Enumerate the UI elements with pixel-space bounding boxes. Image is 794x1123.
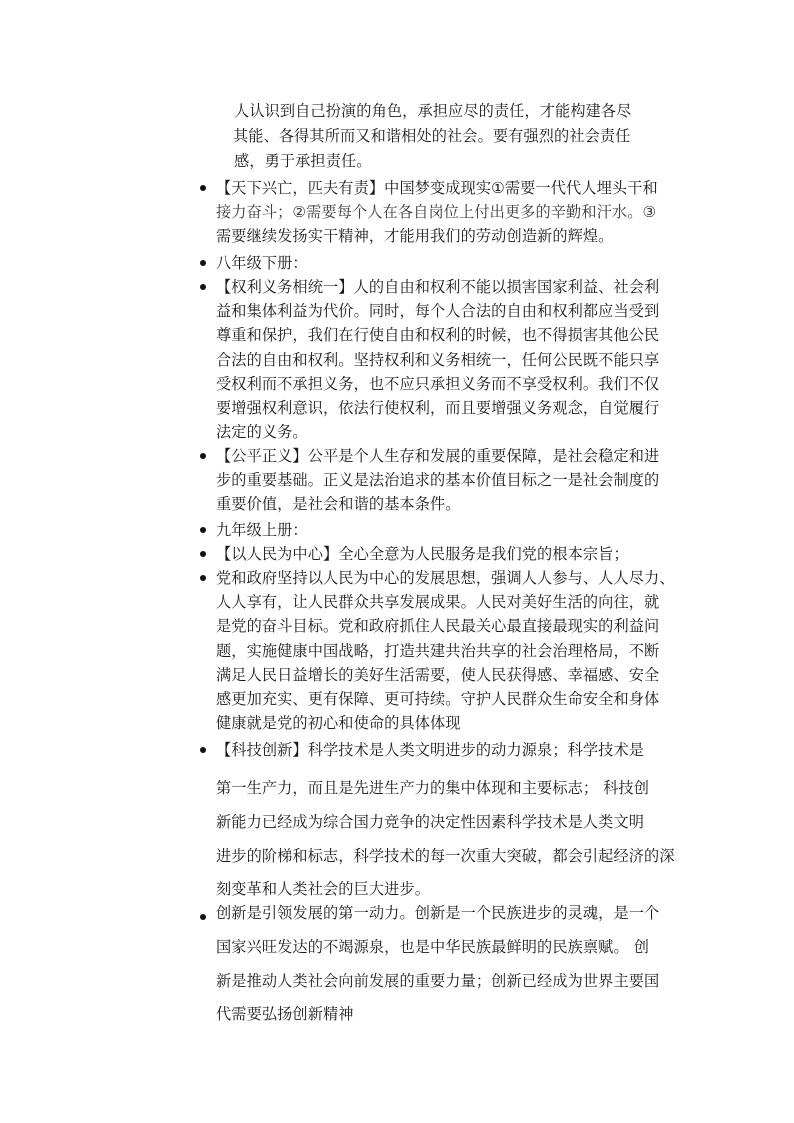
text-line: 九年级上册：	[216, 521, 308, 539]
text-line: 人人享有，让人民群众共享发展成果。人民对美好生活的向往，就	[216, 593, 660, 612]
text-line: 【以人民为中心】全心全意为人民服务是我们党的根本宗旨；	[216, 545, 629, 563]
text-line: 【权利义务相统一】人的自由和权利不能以损害国家利益、社会利	[216, 278, 660, 296]
text-line: 接力奋斗；②需要每个人在各自岗位上付出更多的辛勤和汗水。③	[216, 203, 657, 222]
text-line: 【天下兴亡，匹夫有责】中国梦变成现实①需要一代代人埋头干和	[216, 179, 658, 197]
intro-continuation-paragraph	[234, 99, 631, 174]
text-line: 人认识到自己扮演的角色，承担应尽的责任，才能构建各尽	[234, 102, 632, 120]
list-item-rights-duties	[216, 275, 659, 444]
text-line: 进步的阶梯和标志，科学技术的每一次重大突破，都会引起经济的深	[216, 846, 675, 865]
text-line: 题，实施健康中国战略，打造共建共治共享的社会治理格局，不断	[216, 641, 660, 660]
text-line: 代需要弘扬创新精神	[216, 1005, 354, 1024]
text-line: 第一生产力，而且是先进生产力的集中体现和主要标志； 科技创	[216, 779, 649, 797]
section-heading-grade9-vol1	[216, 518, 308, 542]
text-line: 【公平正义】公平是个人生存和发展的重要保障，是社会稳定和进	[216, 447, 660, 465]
list-item-party-government	[216, 566, 675, 735]
text-line: 【科技创新】科学技术是人类文明进步的动力源泉；科学技术是	[216, 741, 645, 759]
bullet-dot	[200, 260, 206, 266]
text-line: 法定的义务。	[216, 423, 308, 442]
text-line: 满足人民日益增长的美好生活需要，使人民获得感、幸福感、安全	[216, 665, 660, 684]
text-line: 步的重要基础。正义是法治追求的基本价值目标之一是社会制度的	[216, 471, 660, 490]
section-heading-grade8-vol2	[216, 251, 308, 275]
text-line: 尊重和保护，我们在行使自由和权利的时候，也不得损害其他公民	[216, 326, 660, 345]
list-item-innovation-driver	[216, 897, 659, 1032]
text-line: 八年级下册：	[216, 254, 308, 272]
bullet-dot	[200, 284, 206, 290]
bullet-dot	[200, 575, 206, 581]
tech-innovation-continuation	[216, 772, 675, 907]
text-line: 刻变革和人类社会的巨大进步。	[216, 880, 431, 899]
bullet-dot	[200, 551, 206, 557]
text-line: 需要继续发扬实干精神，才能用我们的劳动创造新的辉煌。	[216, 227, 614, 246]
list-item-fairness-justice	[216, 444, 659, 517]
text-line: 合法的自由和权利。坚持权利和义务相统一，任何公民既不能只享	[216, 350, 660, 369]
list-item-tianxia	[216, 176, 658, 249]
text-line: 党和政府坚持以人民为中心的发展思想，强调人人参与、人人尽力、	[216, 569, 675, 587]
text-line: 受权利而不承担义务，也不应只承担义务而不享受权利。我们不仅	[216, 374, 660, 393]
text-line: 其能、各得其所而又和谐相处的社会。要有强烈的社会责任	[233, 127, 631, 145]
bullet-dot	[200, 914, 206, 920]
bullet-dot	[200, 185, 206, 191]
text-line: 感更加充实、更有保障、更可持续。守护人民群众生命安全和身体	[216, 690, 660, 709]
bullet-dot	[200, 453, 206, 459]
text-line: 重要价值，是社会和谐的基本条件。	[216, 495, 461, 514]
text-line: 要增强权利意识，依法行使权利，而且要增强义务观念，自觉履行	[216, 399, 660, 418]
text-line: 是党的奋斗目标。党和政府抓住人民最关心最直接最现实的利益问	[216, 617, 660, 636]
text-line: 健康就是党的初心和使命的具体体现	[216, 714, 461, 733]
list-item-tech-innovation	[216, 738, 644, 762]
text-line: 新能力已经成为综合国力竞争的决定性因素科学技术是人类文明	[216, 812, 645, 831]
bullet-dot	[200, 527, 206, 533]
text-line: 益和集体利益为代价。同时，每个人合法的自由和权利都应当受到	[216, 302, 660, 321]
text-line: 国家兴旺发达的不竭源泉，也是中华民族最鲜明的民族禀赋。 创	[216, 937, 649, 956]
text-line: 新是推动人类社会向前发展的重要力量；创新已经成为世界主要国	[216, 971, 660, 990]
list-item-people-centered	[216, 542, 629, 566]
text-line: 感，勇于承担责任。	[234, 152, 372, 170]
bullet-dot	[200, 747, 206, 753]
text-line: 创新是引领发展的第一动力。创新是一个民族进步的灵魂，是一个	[216, 904, 660, 922]
